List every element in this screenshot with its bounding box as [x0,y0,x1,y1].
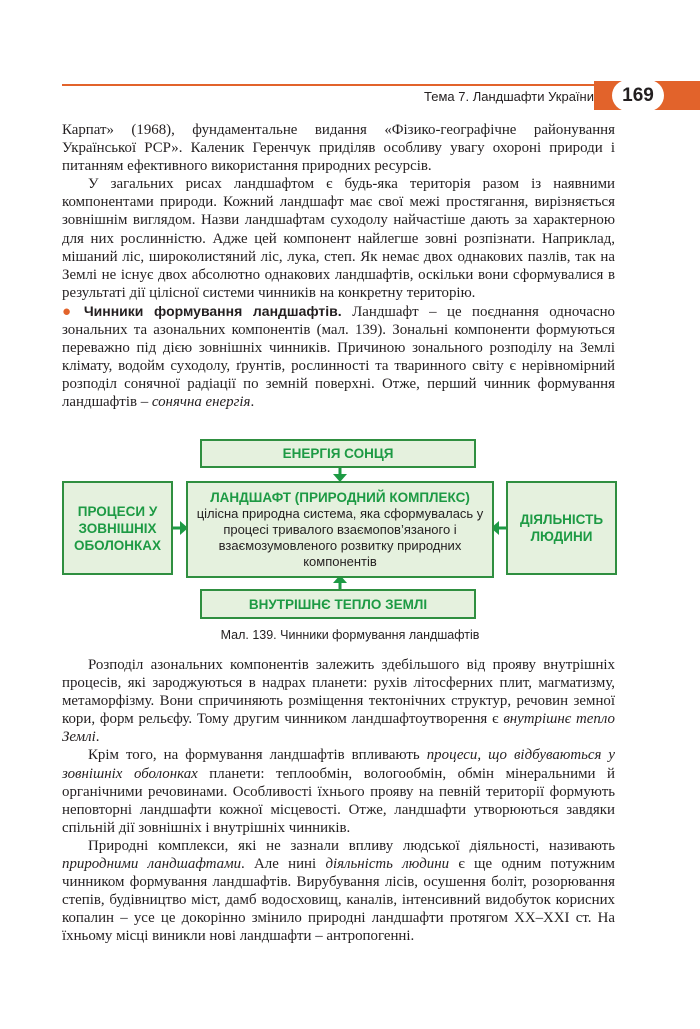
section-emphasis: сонячна енергія [151,394,251,411]
text-run: . [95,729,100,746]
chapter-title: Тема 7. Ландшафти України [424,89,594,104]
box-solar-energy-label: ЕНЕРГІЯ СОНЦЯ [282,446,394,461]
text-run: Природні комплекси, які не зазнали впливу людської діяльності, називають [88,837,615,854]
text-run: планети: теплообмін, вологообмін, обмін мінеральними й органічними речовинами. Особливості їхнього прояву на певній території формують неповторні ландшафти кожної місцевості. Отже, ландшафти утворюються завдяки спільній дії зовнішніх і внутрішніх чинників. [62,765,615,836]
box-landscape-description: цілісна природна система, яка сформувалась у процесі тривалого взаємопов’язаного і взаємозумовленого розвитку природних компонентів [196,506,484,569]
text-run: є ще одним потужним чинником формування ландшафтів. Вирубування лісів, осушення боліт, розорювання степів, будівництво міст, дамб водосховищ, каналів, інтенсивний видобуток корисних копалин – усе це докорінно змінило природні ландшафти протягом XX–XXI ст. На їхньому місці виникли нові ландшафти – антропогенні. [62,856,615,945]
section-text-end: . [250,394,255,411]
text-run: Крім того, на формування ландшафтів впливають [88,747,427,764]
page-number: 169 [612,80,664,111]
emphasis: процеси, що відбуваються у зовнішніх оболонках [62,747,615,782]
text-run: . Але нині [241,856,326,873]
paragraph [62,656,615,746]
emphasis: природними ландшафтами [62,856,242,873]
text-bottom [62,656,615,946]
box-human-activity [506,481,617,575]
section-text: Ландшафт – це поєднання одночасно зональних та азональних компонентів (мал. 139). Зональні компоненти формуються переважно під дією зовнішніх чинників. Причиною зонального розподілу на Землі клімату, водойм суходолу, ґрунтів, рослинності та тваринного світу є нерівномірний розподіл сонячної радіації по земній поверхні. Отже, перший чинник формування ландшафтів – [62,303,616,411]
figure-caption: Мал. 139. Чинники формування ландшафтів [220,628,480,642]
box-landscape-title: ЛАНДШАФТ (ПРИРОДНИЙ КОМПЛЕКС) [210,490,470,505]
paragraph [62,837,615,946]
emphasis: внутрішнє тепло Землі [62,711,615,746]
paragraph [62,746,615,836]
box-internal-heat [200,589,476,619]
box-landscape [186,481,494,578]
paragraph: Карпат» (1968), фундаментальне видання «Фізико-географічне районування Української РСР». Каленик Геренчук приділяв особливу увагу охороні природи і питанням ефективного використання природних ресурсів. [62,122,615,175]
box-human-activity-label: ДІЯЛЬНІСТЬ ЛЮДИНИ [519,512,604,544]
paragraph: У загальних рисах ландшафтом є будь-яка територія разом із наявними компонентами природи. Кожний ландшафт має свої межі простягання, вирізняється зовнішнім виглядом. Назви ландшафтам суходолу найчастіше дають за характерною для них рослинністю. Адже цей компонент найлегше зовні розпізнати. Наприклад, мішаний ліс, широколистяний ліс, лука, степ. Як немає двох однакових пазлів, так на Землі не існує двох абсолютно однакових ландшафтів, оскільки вони сформувалися в результаті дії цілісної системи чинників на конкретну територію. [62,176,615,301]
section-heading: Чинники формування ландшафтів. [83,302,342,319]
bullet-icon: ● [62,303,78,320]
text-run: Розподіл азональних компонентів залежить здебільшого від прояву внутрішніх процесів, які зароджуються в надрах планети: рухів літосферних плит, магматизму, метаморфізму. Вони спричиняють розміщення тектонічних структур, речовин земної кори, форм рельєфу. Тому другим чинником ландшафтоутворення є [62,657,615,728]
box-external-processes [62,481,173,575]
box-internal-heat-label: ВНУТРІШНЄ ТЕПЛО ЗЕМЛІ [248,596,428,612]
emphasis: діяльність людини [325,856,450,873]
box-external-processes-label: ПРОЦЕСИ У ЗОВНІШНІХ ОБОЛОНКАХ [73,503,162,553]
box-solar-energy [200,439,476,468]
